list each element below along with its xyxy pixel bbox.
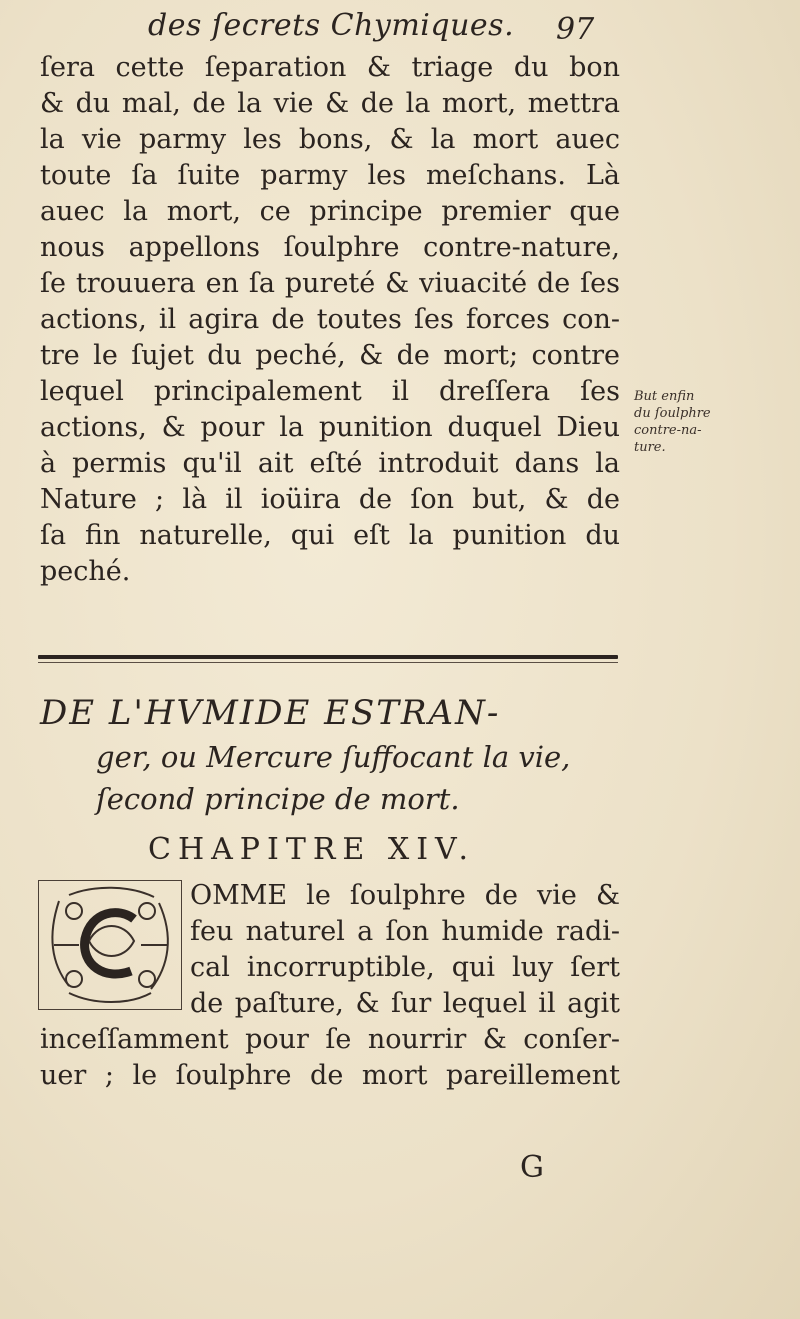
text-line: ſa fin naturelle, qui eſt la punition du [40, 520, 620, 551]
chapter-title: CHAPITRE XIV. [148, 832, 476, 867]
text-line: auec la mort, ce principe premier que [40, 196, 620, 227]
text-line: uer ; le ſoulphre de mort pareillement [40, 1060, 620, 1091]
text-line: cal incorruptible, qui luy ſert [190, 952, 620, 983]
text-line: nous appellons ſoulphre contre-nature, [40, 232, 620, 263]
paragraph-2 [40, 878, 620, 1094]
heading-line-1: DE L'HVMIDE ESTRAN- [40, 693, 501, 733]
text-line: Nature ; là il ioüira de ſon but, & de [40, 484, 620, 515]
text-line: actions, & pour la punition duquel Dieu [40, 412, 620, 443]
text-line: inceſſamment pour ſe nourrir & conſer- [40, 1024, 620, 1055]
marginal-note [634, 388, 744, 456]
page-header [0, 8, 800, 52]
section-divider-thin [38, 662, 618, 663]
heading-line-3: ſecond principe de mort. [96, 782, 460, 816]
text-line: de paſture, & ſur lequel il agit [190, 988, 620, 1019]
running-title: des ſecrets Chymiques. [148, 8, 515, 43]
text-line: ſera cette ſeparation & triage du bon [40, 52, 620, 83]
text-line: & du mal, de la vie & de la mort, mettra [40, 88, 620, 119]
text-line: lequel principalement il dreſſera ſes [40, 376, 620, 407]
signature-mark: G [520, 1150, 544, 1185]
section-divider [38, 655, 618, 659]
marginal-note-line: du ſoulphre [634, 406, 711, 421]
text-line: ſe trouuera en ſa pureté & viuacité de ſes [40, 268, 620, 299]
text-line: tre le ſujet du peché, & de mort; contre [40, 340, 620, 371]
paragraph-1 [40, 50, 620, 590]
text-line: la vie parmy les bons, & la mort auec [40, 124, 620, 155]
marginal-note-line: contre-na- [634, 423, 702, 438]
text-line: à permis qu'il ait eſté introduit dans la [40, 448, 620, 479]
text-line: actions, il agira de toutes ſes forces con- [40, 304, 620, 335]
section-heading [40, 690, 640, 820]
text-line: OMME le ſoulphre de vie & [190, 880, 620, 911]
text-line: peché. [40, 556, 131, 587]
page-number: 97 [556, 12, 595, 47]
text-line: toute ſa ſuite parmy les meſchans. Là [40, 160, 620, 191]
heading-line-2: ger, ou Mercure ſuffocant la vie, [96, 740, 571, 774]
text-line: feu naturel a ſon humide radi- [190, 916, 620, 947]
marginal-note-line: But enfin [634, 389, 695, 404]
marginal-note-line: ture. [634, 440, 666, 455]
